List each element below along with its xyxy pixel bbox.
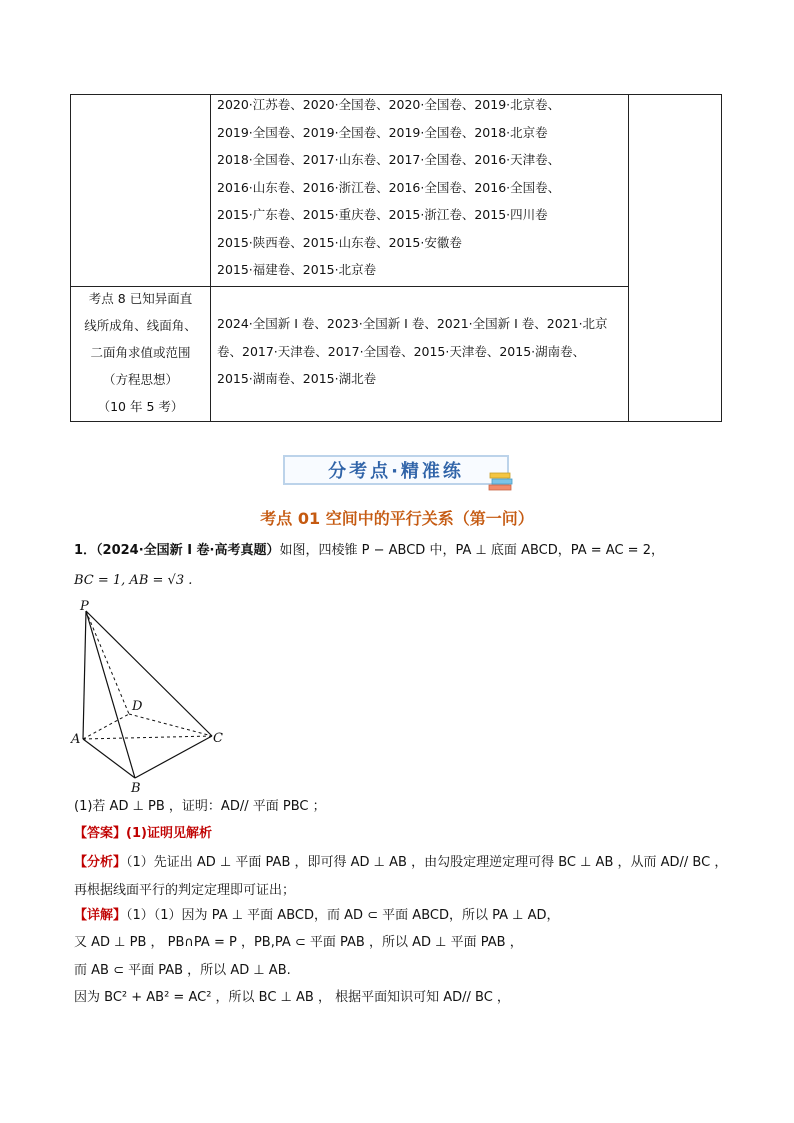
label-line: 线所成角、线面角、	[84, 318, 197, 333]
question-1: (1)若 AD ⊥ PB ，证明：AD// 平面 PBC ；	[74, 799, 326, 814]
edge-PD-hidden	[86, 611, 129, 714]
detail-line-1	[74, 906, 560, 926]
banner-text: 分考点·精准练	[328, 461, 464, 482]
detail-line-4: 因为 BC² + AB² = AC² ，所以 BC ⊥ AB ， 根据平面知识可知 AD// BC ，	[74, 990, 510, 1005]
practice-banner	[283, 455, 509, 485]
problem-source: 2024·全国新 I 卷·高考真题	[102, 543, 267, 558]
exam-point-8-label	[71, 285, 210, 420]
detail-line-2: 又 AD ⊥ PB ， PB∩PA = P ，PB,PA ⊂ 平面 PAB ，所以 AD ⊥ 平面 PAB ，	[74, 935, 523, 950]
problem-source-close: ）	[266, 543, 280, 558]
table-row1-sources	[217, 91, 560, 284]
edge-BC	[135, 736, 212, 778]
problem-number: 1．（	[74, 543, 103, 558]
detail-text: （1）（1）因为 PA ⊥ 平面 ABCD，而 AD ⊂ 平面 ABCD，所以 PA ⊥ AD，	[126, 908, 560, 923]
books-icon	[488, 470, 514, 492]
source-line: 2019·全国卷、2019·全国卷、2019·全国卷、2018·北京卷	[217, 124, 548, 140]
analysis-line-2: 再根据线面平行的判定定理即可证出；	[74, 883, 296, 898]
source-line: 2020·江苏卷、2020·全国卷、2020·全国卷、2019·北京卷、	[217, 97, 561, 112]
source-line: 2015·湖南卷、2015·湖北卷	[217, 371, 377, 386]
analysis-line-1	[74, 853, 727, 873]
source-line: 2015·广东卷、2015·重庆卷、2015·浙江卷、2015·四川卷	[217, 207, 548, 222]
section-title: 考点 01 空间中的平行关系（第一问）	[260, 509, 534, 528]
detail-line-3: 而 AB ⊂ 平面 PAB ，所以 AD ⊥ AB.	[74, 963, 291, 978]
vertex-label-A: A	[71, 732, 81, 747]
vertex-label-B: B	[131, 781, 141, 793]
edge-AC-hidden	[83, 736, 212, 739]
answer-line	[74, 824, 212, 844]
label-line: （方程思想）	[102, 372, 178, 387]
analysis-text: （1）先证出 AD ⊥ 平面 PAB ，即可得 AD ⊥ AB ，由勾股定理逆定理可得 BC ⊥ AB ，从而 AD// BC ，	[126, 855, 728, 870]
pyramid-figure	[70, 598, 240, 793]
problem-line-2: BC = 1, AB = √3 .	[74, 573, 193, 588]
source-line: 2024·全国新 I 卷、2023·全国新 I 卷、2021·全国新 I 卷、2021·北京	[217, 316, 608, 331]
vertex-label-D: D	[132, 699, 143, 714]
vertex-label-P: P	[80, 599, 89, 614]
answer-tag: 【答案】	[74, 826, 127, 841]
answer-text: (1)证明见解析	[126, 826, 212, 841]
analysis-tag: 【分析】	[74, 855, 127, 870]
vertex-label-C: C	[213, 731, 223, 746]
label-line: （10 年 5 考）	[97, 399, 184, 414]
table-divider	[628, 95, 629, 421]
source-line: 2018·全国卷、2017·山东卷、2017·全国卷、2016·天津卷、	[217, 152, 561, 167]
source-line: 2015·陕西卷、2015·山东卷、2015·安徽卷	[217, 234, 462, 250]
source-line: 2015·福建卷、2015·北京卷	[217, 262, 377, 277]
edge-PA	[83, 611, 86, 739]
problem-text: 如图，四棱锥 P − ABCD 中，PA ⊥ 底面 ABCD，PA = AC = 2，	[279, 543, 664, 558]
source-line: 2016·山东卷、2016·浙江卷、2016·全国卷、2016·全国卷、	[217, 179, 561, 195]
edge-DC-hidden	[129, 714, 212, 736]
exam-point-table	[70, 94, 722, 422]
label-line: 考点 8 已知异面直	[88, 291, 193, 306]
source-line: 卷、2017·天津卷、2017·全国卷、2015·天津卷、2015·湖南卷、	[217, 343, 586, 359]
edge-AB	[83, 739, 135, 778]
detail-tag: 【详解】	[74, 908, 127, 923]
problem-line-1	[74, 541, 664, 561]
label-line: 二面角求值或范围	[90, 345, 191, 360]
table-divider	[210, 95, 211, 421]
table-row2-sources	[217, 310, 608, 393]
